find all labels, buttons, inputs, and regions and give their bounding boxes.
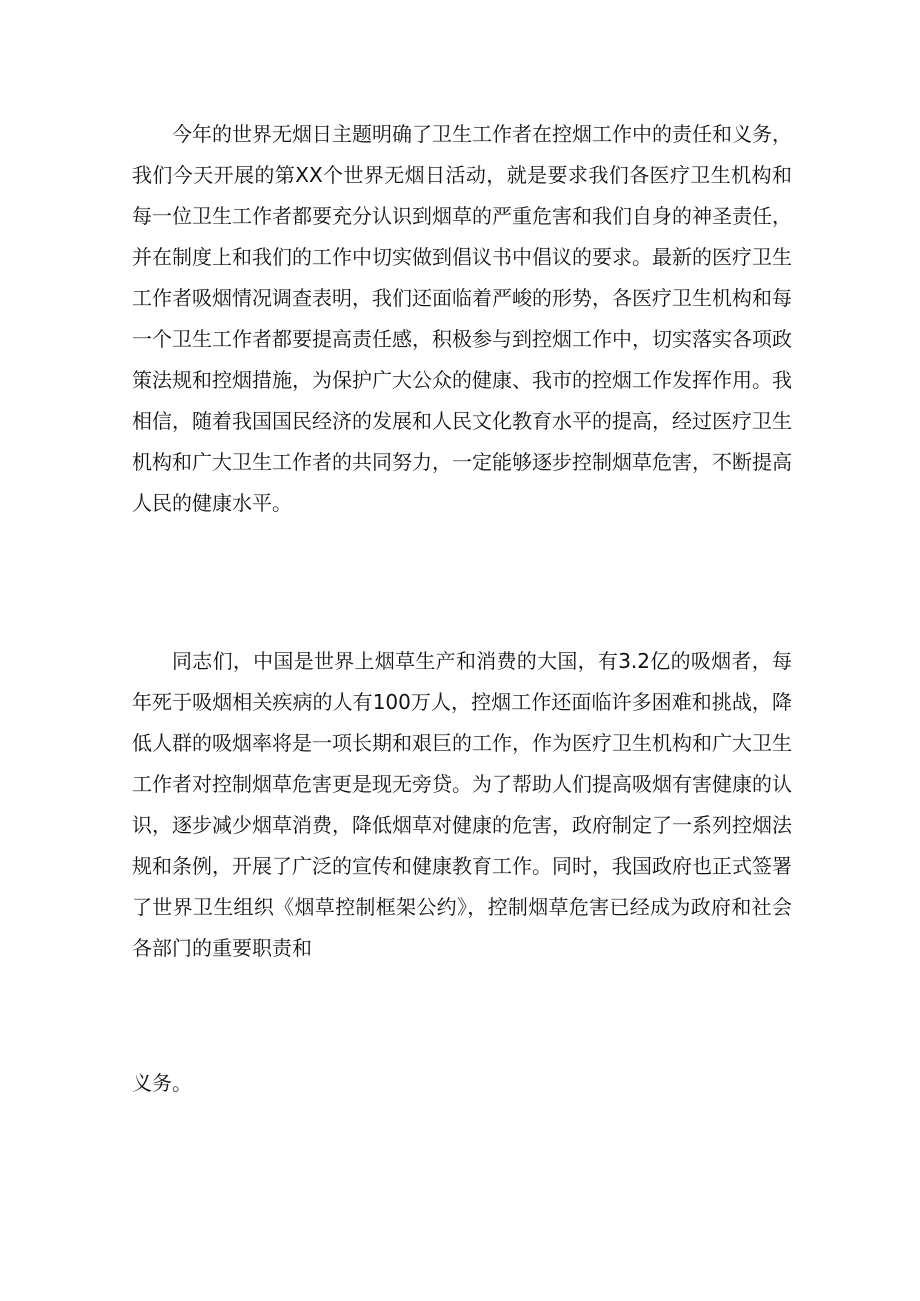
- paragraph-tail-block: [132, 1063, 792, 1104]
- paragraph-block-2: [132, 641, 792, 969]
- paragraph-block-1: [132, 114, 792, 524]
- body-paragraph-2: 同志们，中国是世界上烟草生产和消费的大国，有3.2亿的吸烟者，每年死于吸烟相关疾病的人有100万人，控烟工作还面临许多困难和挑战，降低人群的吸烟率将是一项长期和艰巨的工作，作为医疗卫生机构和广大卫生工作者对控制烟草危害更是现无旁贷。为了帮助人们提高吸烟有害健康的认识，逐步减少烟草消费，降低烟草对健康的危害，政府制定了一系列控烟法规和条例，开展了广泛的宣传和健康教育工作。同时，我国政府也正式签署了世界卫生组织《烟草控制框架公约》，控制烟草危害已经成为政府和社会各部门的重要职责和: [132, 649, 792, 960]
- paragraph-tail-text: 义务。: [132, 1071, 192, 1095]
- body-paragraph-1: 今年的世界无烟日主题明确了卫生工作者在控烟工作中的责任和义务，我们今天开展的第XX个世界无烟日活动，就是要求我们各医疗卫生机构和每一位卫生工作者都要充分认识到烟草的严重危害和我们自身的神圣责任，并在制度上和我们的工作中切实做到倡议书中倡议的要求。最新的医疗卫生工作者吸烟情况调查表明，我们还面临着严峻的形势，各医疗卫生机构和每一个卫生工作者都要提高责任感，积极参与到控烟工作中，切实落实各项政策法规和控烟措施，为保护广大公众的健康、我市的控烟工作发挥作用。我相信，随着我国国民经济的发展和人民文化教育水平的提高，经过医疗卫生机构和广大卫生工作者的共同努力，一定能够逐步控制烟草危害，不断提高人民的健康水平。: [132, 122, 792, 515]
